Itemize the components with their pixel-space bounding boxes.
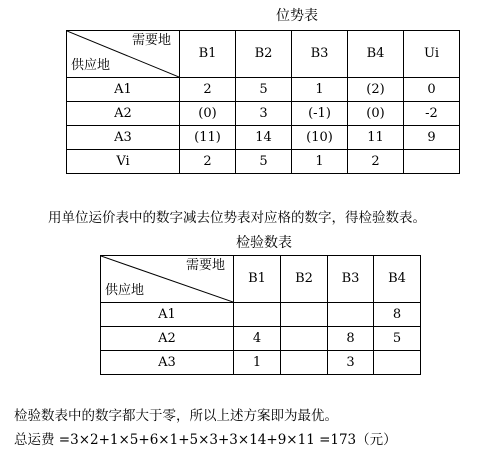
- table-cell: 14: [236, 126, 292, 150]
- table-cell: 0: [404, 78, 460, 102]
- instruction-text: 用单位运价表中的数字减去位势表对应格的数字，得检验数表。: [48, 210, 426, 226]
- table-cell: 1: [292, 78, 348, 102]
- table-row: [67, 126, 460, 150]
- check-table-header-row: [101, 256, 421, 303]
- potential-table-title: 位势表: [276, 8, 318, 24]
- check-table: [100, 255, 421, 375]
- table-cell: [374, 351, 421, 375]
- table-cell: 2: [348, 150, 404, 174]
- row-header: A2: [67, 102, 180, 126]
- table-cell: [234, 303, 281, 327]
- table-row: [101, 327, 421, 351]
- table-cell: [404, 150, 460, 174]
- row-header: A3: [67, 126, 180, 150]
- table-cell: (-1): [292, 102, 348, 126]
- check-table-corner-cell: [101, 256, 234, 303]
- table-cell: [281, 303, 328, 327]
- column-header: B1: [180, 31, 236, 78]
- column-header: B4: [348, 31, 404, 78]
- row-header: A1: [101, 303, 234, 327]
- table-cell: 4: [234, 327, 281, 351]
- table-cell: 2: [180, 78, 236, 102]
- table-cell: 3: [236, 102, 292, 126]
- potential-table-corner-cell: [67, 31, 180, 78]
- table-cell: [281, 327, 328, 351]
- table-cell: 8: [374, 303, 421, 327]
- row-header: A1: [67, 78, 180, 102]
- table-cell: (10): [292, 126, 348, 150]
- column-header: B2: [281, 256, 328, 303]
- potential-table-header-row: [67, 31, 460, 78]
- table-row: [67, 78, 460, 102]
- table-cell: 5: [374, 327, 421, 351]
- table-cell: 11: [348, 126, 404, 150]
- table-cell: 5: [236, 78, 292, 102]
- total-cost-text: 总运费 =3×2+1×5+6×1+5×3+3×14+9×11 =173（元）: [14, 432, 397, 448]
- table-cell: 3: [328, 351, 374, 375]
- check-table-title: 检验数表: [236, 235, 292, 251]
- table-row: [67, 150, 460, 174]
- table-cell: (11): [180, 126, 236, 150]
- table-cell: 8: [328, 327, 374, 351]
- row-header: A3: [101, 351, 234, 375]
- table-cell: (0): [348, 102, 404, 126]
- column-header: B1: [234, 256, 281, 303]
- corner-row-label: 供应地: [105, 283, 145, 298]
- conclusion-text: 检验数表中的数字都大于零，所以上述方案即为最优。: [14, 408, 338, 424]
- table-cell: [328, 303, 374, 327]
- column-header: B3: [292, 31, 348, 78]
- table-cell: 5: [236, 150, 292, 174]
- table-cell: -2: [404, 102, 460, 126]
- corner-row-label: 供应地: [71, 58, 111, 73]
- corner-column-label: 需要地: [131, 33, 171, 48]
- table-cell: (0): [180, 102, 236, 126]
- table-cell: 2: [180, 150, 236, 174]
- corner-column-label: 需要地: [185, 258, 225, 273]
- table-cell: 9: [404, 126, 460, 150]
- column-header: B2: [236, 31, 292, 78]
- table-cell: 1: [292, 150, 348, 174]
- row-header: A2: [101, 327, 234, 351]
- table-row: [101, 351, 421, 375]
- row-header: Vi: [67, 150, 180, 174]
- table-cell: (2): [348, 78, 404, 102]
- table-cell: 1: [234, 351, 281, 375]
- potential-table: [66, 30, 460, 174]
- table-row: [101, 303, 421, 327]
- table-row: [67, 102, 460, 126]
- column-header: Ui: [404, 31, 460, 78]
- column-header: B3: [328, 256, 374, 303]
- column-header: B4: [374, 256, 421, 303]
- table-cell: [281, 351, 328, 375]
